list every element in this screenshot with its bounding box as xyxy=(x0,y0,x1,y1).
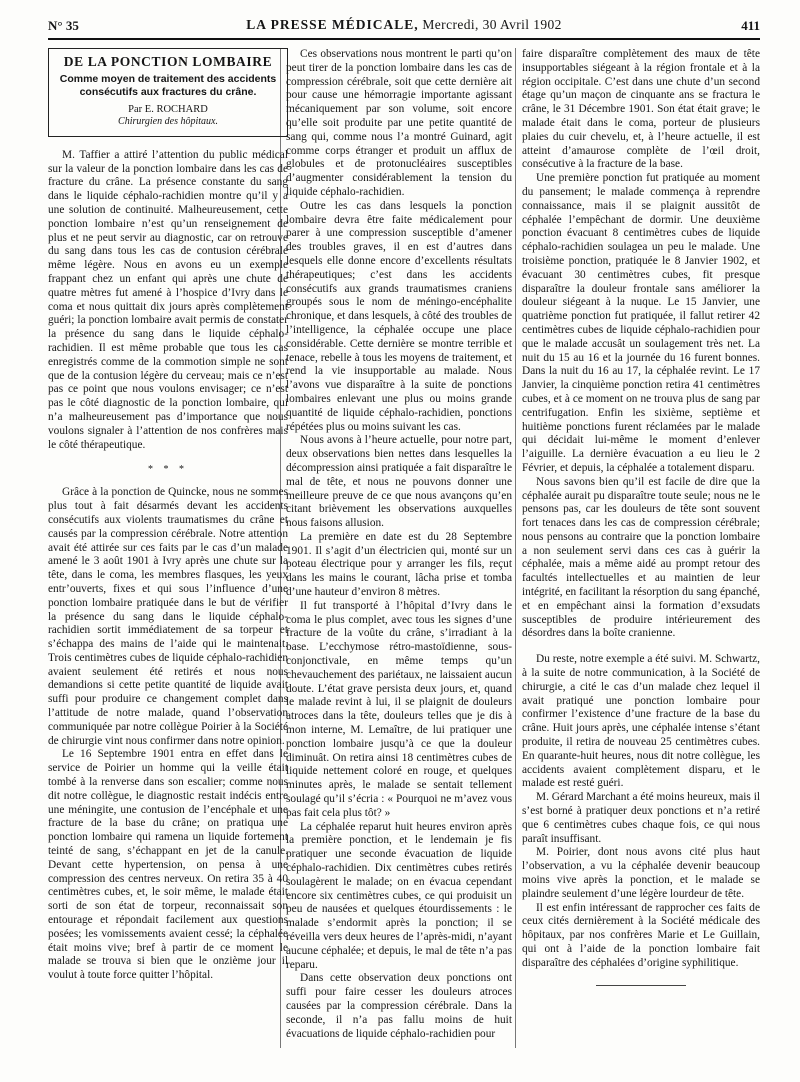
paragraph: Ces observations nous montrent le parti qu’on peut tirer de la ponction lombaire dans les cas de compression cérébrale, soit que cette dernière ait pour cause une hémorragie importante agissant mécaniquement par son volume, soit encore qu’elle soit produite par une petite quantité de sang qui, comme nous l’a montré Guinard, agit comme corps étranger et produit un afflux de globules et de protonucléaires susceptibles d’augmenter considérablement la tension du liquide céphalo-rachidien. xyxy=(286,48,512,198)
paragraph: Dans cette observation deux ponctions ont suffi pour faire cesser les douleurs atroces causées par la compression cérébrale. Dans la seconde, il n’a pas fallu moins de huit évacuations de liquide céphalo-rachidien pour xyxy=(286,972,512,1040)
end-rule xyxy=(596,985,686,986)
paragraph: Du reste, notre exemple a été suivi. M. Schwartz, à la suite de notre communication, à la Société de chirurgie, a cité le cas d’un malade chez lequel il avait pratiqué une ponction lombaire pour confirmer l’existence d’une fracture de la base du crâne. Huit jours après, une céphalée intense s’étant produite, il retira de nouveau 25 centimètres cubes. En quarante-huit heures, nous dit notre collègue, les accidents avaient complètement disparu, et le malade est resté guéri. xyxy=(522,653,760,790)
page-number: 411 xyxy=(741,18,760,33)
paragraph: faire disparaître complètement des maux de tête insupportables siégeant à la région frontale et à la région occipitale. C’est dans une chute d’un second étage qu’un maçon de cinquante ans se fractura le crâne, le 31 Décembre 1901. Son état était grave; le malade était dans le coma, porteur de plusieurs plaies du cuir chevelu, et, à l’heure actuelle, il est atteint d’amaurose complète de l’œil droit, consécutive à la fracture de la base. xyxy=(522,48,760,171)
article-title-box xyxy=(48,48,288,137)
paragraph: La première en date est du 28 Septembre 1901. Il s’agit d’un électricien qui, monté sur un poteau électrique pour y arranger les fils, reçut dans les mains le courant, lâcha prise et tomba d’une hauteur d’environ 8 mètres. xyxy=(286,530,512,599)
paragraph: Il fut transporté à l’hôpital d’Ivry dans le coma le plus complet, avec tous les signes d’une fracture de la voûte du crâne, s’irradiant à la base. L’ecchymose rétro-mastoïdienne, sous-conjonctivale, en même temps qu’un chevauchement des pariétaux, ne laissaient aucun doute. L’état grave persista deux jours, et, quand le malade revint à lui, il se plaignit de douleurs atroces dans la tête, douleurs telles que je dis à mon interne, M. Lemaître, de lui pratiquer une ponction lombaire jusqu’à ce que la douleur diminuât. On retira ainsi 18 centimètres cubes de liquide nettement coloré en rouge, et quelques minutes après, le malade se sentait tellement soulagé qu’il s’écria : « Pourquoi ne m’avez vous pas fait cela plus tôt? » xyxy=(286,599,512,819)
paragraph: M. Gérard Marchant a été moins heureux, mais il s’est borné à pratiquer deux ponctions et n’a retiré que 6 centimètres cubes chaque fois, ce qui nous paraît insuffisant. xyxy=(522,791,760,845)
column-divider xyxy=(515,48,516,1048)
article-title: DE LA PONCTION LOMBAIRE xyxy=(63,54,273,69)
paragraph: M. Poirier, dont nous avons cité plus haut l’observation, a vu la céphalée devenir beaucoup moins vive après la ponction, et le malade se plaindre seulement d’une légère lourdeur de tête. xyxy=(522,846,760,900)
article-subtitle: Comme moyen de traitement des accidents consécutifs aux fractures du crâne. xyxy=(59,72,277,98)
section-separator: * * * xyxy=(148,464,188,476)
journal-name: LA PRESSE MÉDICALE, xyxy=(246,17,419,32)
article-author: Par E. ROCHARD xyxy=(128,103,208,115)
issue-date: Mercredi, 30 Avril 1902 xyxy=(422,17,562,32)
page-header xyxy=(48,16,760,40)
journal-masthead xyxy=(48,17,760,33)
paragraph: La céphalée reparut huit heures environ après la première ponction, et le lendemain je fis pratiquer une seconde évacuation de liquide céphalo-rachidien. Dix centimètres cubes retirés soulagèrent le malade; on en évacua cependant encore six centimètres cubes, ce qui produisit un peu de nausées et quelques étourdissements : le malade s’endormit après la ponction; il se réveilla vers deux heures de l’après-midi, n’ayant aucune céphalée; et depuis, le mal de tête n’a pas reparu. xyxy=(286,820,512,971)
column-1 xyxy=(48,48,288,1058)
issue-number: N° 35 xyxy=(48,18,79,33)
paragraph: Une première ponction fut pratiquée au moment du pansement; le malade commença à reprendre connaissance, mais il se plaignit aussitôt de céphalée l’empêchant de dormir. Une deuxième ponction évacuant 8 centimètres cubes de liquide céphalo-rachidien soulagea un peu le malade. Une troisième ponction, pratiquée le 8 Janvier 1902, et évacuant 30 centimètres cubes, fit presque disparaître la douleur frontale sans améliorer la douleur siégeant à la nuque. Le 15 Janvier, une quatrième ponction fut pratiquée, il fallut retirer 42 centimètres cubes de liquide céphalo-rachidien pour que le malade accusât un soulagement très net. La nuit du 15 au 16 et la journée du 16 furent bonnes. Dans la nuit du 16 au 17, la céphalée revint. Le 17 Janvier, la cinquième ponction retira 41 centimètres cubes, et à ce moment on ne trouva plus de sang par centrifugation. Enfin les sixième, septième et huitième ponctions furent réclamées par le malade qui décidait lui-même le moment d’enlever l’aiguille. La dernière évacuation a eu lieu le 2 Février, et depuis, la céphalée a totalement disparu. xyxy=(522,172,760,474)
paragraph: Il est enfin intéressant de rapprocher ces faits de ceux cités dernièrement à la Société médicale des hôpitaux, par nos confrères Marie et Le Guillain, qui ont à l’aide de la ponction lombaire fait disparaître des céphalées d’origine syphilitique. xyxy=(522,901,760,969)
paragraph: Le 16 Septembre 1901 entra en effet dans le service de Poirier un homme qui la veille était tombé à la renverse dans son escalier; comme nous dit notre collègue, le diagnostic restait indécis entre une méningite, une contusion de l’encéphale et une fracture de la base du crâne; on pratiqua une ponction lombaire qui ramena un liquide fortement teinté de sang, s’échappant en jet de la canule. Devant cette hypertension, on pensa à une compression des centres nerveux. On retira 35 à 40 centimètres cubes, et, le soir même, le malade était sorti de son état de torpeur, reconnaissait son entourage et répondait facilement aux questions posées; les vomissements avaient cessé; la céphalée était moins vive; bref à partir de ce moment le malade se trouva si bien que le onzième jour il voulut à toute force quitter l’hôpital. xyxy=(48,748,288,982)
paragraph: Nous savons bien qu’il est facile de dire que la céphalée aurait pu disparaître toute seule; nous ne le pensons pas, car les douleurs de tête sont souvent fort tenaces dans les cas de compression cérébrale; nous pensons au contraire que la ponction lombaire a non seulement servi dans ces cas à guérir la céphalée, mais a même aidé au prompt retour des facultés intellectuelles et au maintien de leur intégrité, en facilitant la résorption du sang épanché, et en empêchant ainsi la formation d’exsudats susceptibles de produire intérieurement des désordres dans la boîte cranienne. xyxy=(522,475,760,640)
author-title: Chirurgien des hôpitaux. xyxy=(118,115,218,127)
paragraph: M. Taffier a attiré l’attention du public médical sur la valeur de la ponction lombaire dans les cas de fracture du crâne. La présence constante du sang dans le liquide céphalo-rachidien montre qu’il y a une solution de continuité. Malheureusement, cette ponction lombaire n’est qu’un renseignement de plus et ne peut servir au diagnostic, car on retrouve du sang dans tous les cas de contusion cérébrale même légère. Nous en avons eu un exemple frappant chez un enfant qui après une chute de quatre mètres fut amené à l’hospice d’Ivry dans le coma et nous quittait dix jours après complètement guéri; la ponction lombaire avait permis de constater la présence du sang dans le liquide céphalo-rachidien. Il est même probable que tous les cas enregistrés comme de la commotion simple ne sont que de la contusion légère du cerveau; mais ce n’est pas ce point que nous voulons envisager; ce n’est pas le côté diagnostic de la ponction lombaire, qui n’a malheureusement pas d’importance que nous voulons signaler à l’attention de nos confrères mais le côté thérapeutique. xyxy=(48,148,288,451)
paragraph: Grâce à la ponction de Quincke, nous ne sommes plus tout à fait désarmés devant les accidents consécutifs aux violents traumatismes du crâne et causés par la compression cérébrale. Notre attention avait été attirée sur ces faits par le cas d’un malade amené le 3 août 1901 à Ivry après une chute sur la tête, dans le coma, les membres flasques, les yeux entr’ouverts, fixes et qui sous l’influence d’une ponction lombaire pratiquée dans le but de vérifier la présence du sang dans le liquide céphalo-rachidien sortit immédiatement de sa torpeur et s’échappa des mains de l’aide qui le maintenait. Trois centimètres cubes de liquide céphalo-rachidien avaient seulement été retirés et nous nous demandions si cette petite quantité de liquide avait suffi pour produire ce changement complet dans l’attitude de notre malade, quand l’observation communiquée par notre collègue Poirier à la Société de chirurgie vint nous confirmer dans notre opinion. xyxy=(48,486,288,747)
column-3 xyxy=(522,48,760,1058)
paragraph: Nous avons à l’heure actuelle, pour notre part, deux observations bien nettes dans lesquelles la décompression ainsi pratiquée a fait disparaître le mal de tête, et nous ne pouvons donner une meilleure preuve de ce que nous avançons qu’en citant brièvement les observations auxquelles nous faisons allusion. xyxy=(286,434,512,530)
paragraph: Outre les cas dans lesquels la ponction lombaire devra être faite médicalement pour parer à une compression susceptible d’amener des troubles graves, il en est d’autres dans lesquels elle donne encore d’excellents résultats thérapeutiques; c’est dans les accidents consécutifs aux grands traumatismes craniens groupés sous le nom de méningo-encéphalite chronique, et dans lesquels, à côté des troubles de l’intelligence, la céphalée occupe une place considérable. Cette dernière se montre terrible et tenace, rebelle à tous les moyens de traitement, et rend la vie insupportable au malade. Nous l’avons vue disparaître à la suite de ponctions lombaires enlevant une plus ou moins grande quantité de liquide céphalo-rachidien, ponctions répétées plus ou moins suivant les cas. xyxy=(286,199,512,433)
column-2 xyxy=(286,48,512,1058)
paragraph-gap xyxy=(522,641,760,653)
